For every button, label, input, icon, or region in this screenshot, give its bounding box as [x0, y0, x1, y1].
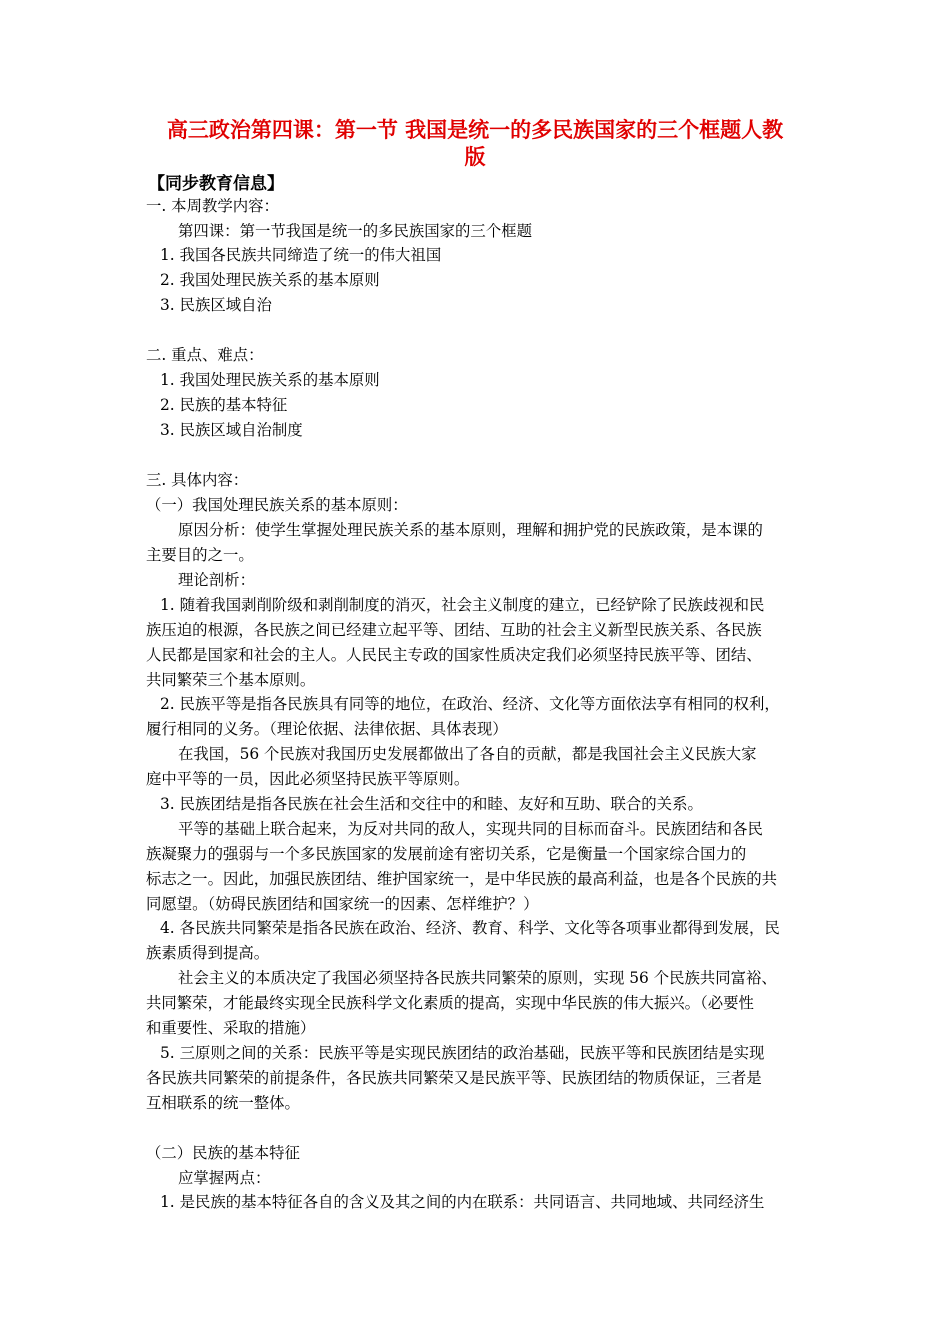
paragraph-line: 互相联系的统一整体。 [146, 1094, 300, 1112]
list-item: 2. 民族的基本特征 [160, 396, 288, 414]
paragraph-line: 族素质得到提高。 [146, 944, 270, 962]
section-heading: 【同步教育信息】 [148, 174, 284, 194]
paragraph-line: 第四课：第一节我国是统一的多民族国家的三个框题 [178, 222, 532, 240]
list-item: 2. 我国处理民族关系的基本原则 [160, 271, 380, 289]
paragraph-line: 标志之一。因此，加强民族团结、维护国家统一，是中华民族的最高利益，也是各个民族的共 [146, 870, 778, 888]
paragraph-line: 庭中平等的一员，因此必须坚持民族平等原则。 [146, 770, 470, 788]
paragraph-line: 和重要性、采取的措施） [146, 1019, 316, 1037]
paragraph-line: 5. 三原则之间的关系：民族平等是实现民族团结的政治基础，民族平等和民族团结是实现 [160, 1044, 765, 1062]
paragraph-line: 2. 民族平等是指各民族具有同等的地位，在政治、经济、文化等方面依法享有相同的权利， [160, 695, 780, 713]
paragraph-line: 社会主义的本质决定了我国必须坚持各民族共同繁荣的原则，实现 56 个民族共同富裕、 [178, 969, 777, 987]
paragraph-line: 族压迫的根源，各民族之间已经建立起平等、团结、互助的社会主义新型民族关系、各民族 [146, 621, 762, 639]
document-title [140, 117, 810, 171]
paragraph-line: 原因分析：使学生掌握处理民族关系的基本原则，理解和拥护党的民族政策，是本课的 [178, 521, 763, 539]
paragraph-line: 共同繁荣三个基本原则。 [146, 671, 316, 689]
section-heading-1: 一. 本周教学内容： [146, 197, 279, 215]
paragraph-line: 平等的基础上联合起来，为反对共同的敌人，实现共同的目标而奋斗。民族团结和各民 [178, 820, 763, 838]
list-item: 1. 我国各民族共同缔造了统一的伟大祖国 [160, 246, 442, 264]
paragraph-line: 同愿望。（妨碍民族团结和国家统一的因素、怎样维护？） [146, 895, 539, 913]
paragraph-line: 共同繁荣，才能最终实现全民族科学文化素质的提高，实现中华民族的伟大振兴。（必要性 [146, 994, 754, 1012]
paragraph-line: 应掌握两点： [178, 1169, 271, 1187]
subsection-heading: （二）民族的基本特征 [146, 1144, 300, 1162]
title-line-1: 高三政治第四课：第一节 我国是统一的多民族国家的三个框题人教 [166, 118, 784, 142]
paragraph-line: 4. 各民族共同繁荣是指各民族在政治、经济、教育、科学、文化等各项事业都得到发展，民 [160, 919, 780, 937]
paragraph-line: 人民都是国家和社会的主人。人民民主专政的国家性质决定我们必须坚持民族平等、团结、 [146, 646, 762, 664]
subsection-heading: （一）我国处理民族关系的基本原则： [146, 496, 408, 514]
paragraph-line: 理论剖析： [178, 571, 255, 589]
paragraph-line: 履行相同的义务。（理论依据、法律依据、具体表现） [146, 720, 508, 738]
paragraph-line: 各民族共同繁荣的前提条件，各民族共同繁荣又是民族平等、民族团结的物质保证，三者是 [146, 1069, 762, 1087]
paragraph-line: 主要目的之一。 [146, 546, 254, 564]
list-item: 1. 我国处理民族关系的基本原则 [160, 371, 380, 389]
paragraph-line: 在我国，56 个民族对我国历史发展都做出了各自的贡献，都是我国社会主义民族大家 [178, 745, 757, 763]
paragraph-line: 1. 是民族的基本特征各自的含义及其之间的内在联系：共同语言、共同地域、共同经济生 [160, 1193, 765, 1211]
title-line-2: 版 [464, 145, 486, 169]
section-heading-3: 三. 具体内容： [146, 471, 249, 489]
paragraph-line: 3. 民族团结是指各民族在社会生活和交往中的和睦、友好和互助、联合的关系。 [160, 795, 703, 813]
section-heading-2: 二. 重点、难点： [146, 346, 264, 364]
list-item: 3. 民族区域自治 [160, 296, 272, 314]
paragraph-line: 1. 随着我国剥削阶级和剥削制度的消灭，社会主义制度的建立，已经铲除了民族歧视和民 [160, 596, 765, 614]
list-item: 3. 民族区域自治制度 [160, 421, 303, 439]
paragraph-line: 族凝聚力的强弱与一个多民族国家的发展前途有密切关系，它是衡量一个国家综合国力的 [146, 845, 747, 863]
